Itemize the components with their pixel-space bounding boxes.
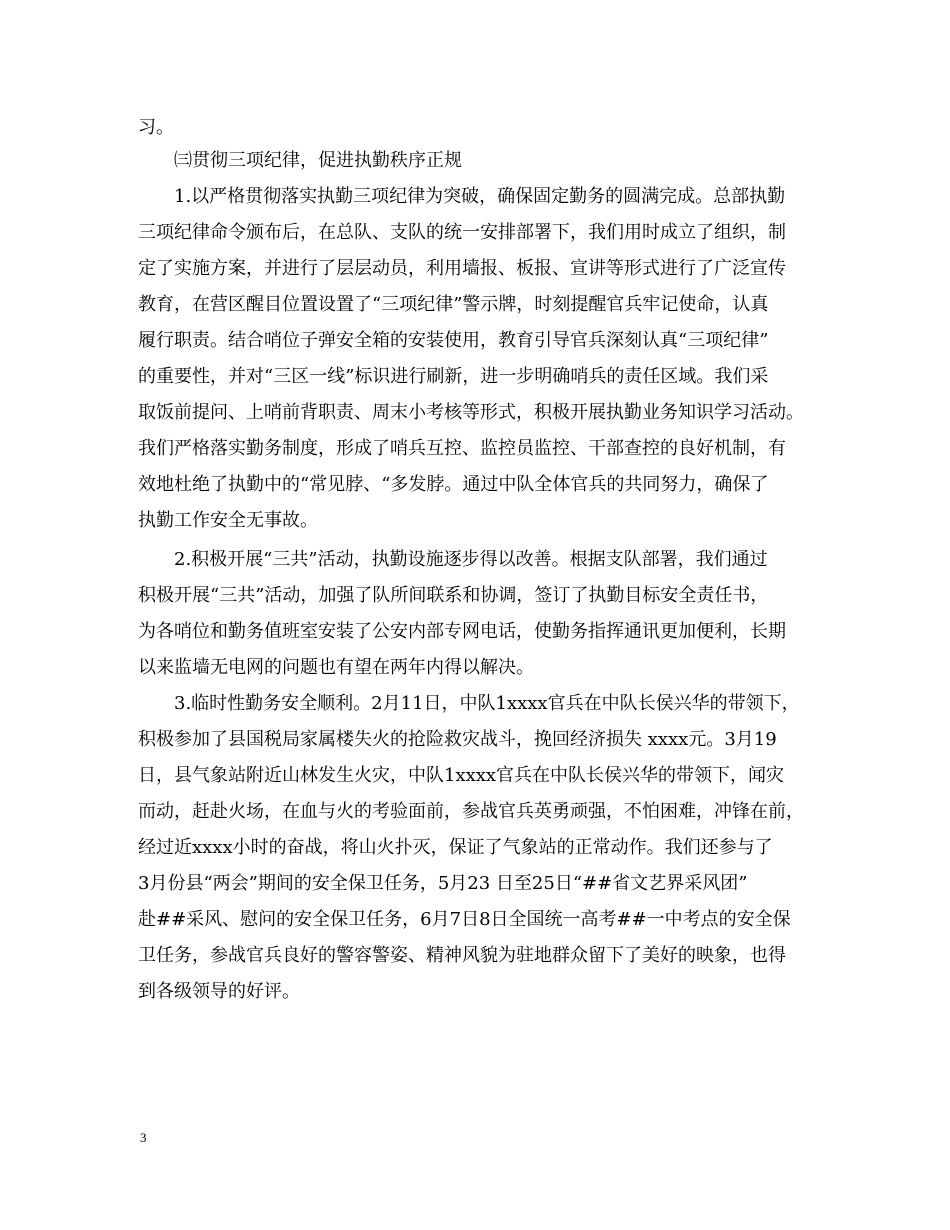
paragraph-1-line: 1.以严格贯彻落实执勤三项纪律为突破，确保固定勤务的圆满完成。总部执勤 bbox=[174, 186, 786, 207]
paragraph-1-line: 教育，在营区醒目位置设置了“三项纪律”警示牌，时刻提醒官兵牢记使命，认真 bbox=[138, 294, 769, 315]
text-line: 习。 bbox=[138, 117, 174, 138]
paragraph-1-line: 我们严格落实勤务制度，形成了哨兵互控、监控员监控、干部查控的良好机制，有 bbox=[138, 438, 786, 459]
paragraph-1-line: 三项纪律命令颁布后，在总队、支队的统一安排部署下，我们用时成立了组织，制 bbox=[138, 222, 786, 243]
paragraph-3-line: 到各级领导的好评。 bbox=[138, 981, 300, 1002]
paragraph-3-line: 积极参加了县国税局家属楼失火的抢险救灾战斗，挽回经济损失 xxxx元。3月19 bbox=[138, 729, 777, 750]
paragraph-3-line: 3月份县“两会”期间的安全保卫任务，5月23 日至25日“##省文艺界采风团” bbox=[138, 873, 748, 894]
paragraph-1-line: 履行职责。结合哨位子弹安全箱的安装使用，教育引导官兵深刻认真“三项纪律” bbox=[138, 330, 769, 351]
paragraph-3-line: 卫任务，参战官兵良好的警容警姿、精神风貌为驻地群众留下了美好的映象，也得 bbox=[138, 945, 786, 966]
paragraph-3-line: 经过近xxxx小时的奋战，将山火扑灭，保证了气象站的正常动作。我们还参与了 bbox=[138, 837, 773, 858]
paragraph-2-line: 积极开展“三共”活动，加强了队所间联系和协调，签订了执勤目标安全责任书， bbox=[138, 585, 769, 606]
paragraph-3-line: 3.临时性勤务安全顺利。2月11日，中队1xxxx官兵在中队长侯兴华的带领下， bbox=[174, 693, 800, 714]
page-number: 3 bbox=[140, 1130, 147, 1145]
paragraph-1-line: 效地杜绝了执勤中的“常见脖、“多发脖。通过中队全体官兵的共同努力，确保了 bbox=[138, 474, 769, 495]
paragraph-2-line: 2.积极开展“三共”活动，执勤设施逐步得以改善。根据支队部署，我们通过 bbox=[174, 549, 768, 570]
paragraph-1-line: 定了实施方案，并进行了层层动员，利用墙报、板报、宣讲等形式进行了广泛宣传 bbox=[138, 258, 786, 279]
paragraph-1-line: 的重要性，并对“三区一线”标识进行刷新，进一步明确哨兵的责任区域。我们采 bbox=[138, 366, 769, 387]
paragraph-2-line: 为各哨位和勤务值班室安装了公安内部专网电话，使勤务指挥通讯更加便利，长期 bbox=[138, 621, 786, 642]
paragraph-1-line: 执勤工作安全无事故。 bbox=[138, 510, 318, 531]
paragraph-3-line: 日，县气象站附近山林发生火灾，中队1xxxx官兵在中队长侯兴华的带领下，闻灾 bbox=[138, 765, 785, 786]
paragraph-1-line: 取饭前提问、上哨前背职责、周末小考核等形式，积极开展执勤业务知识学习活动。 bbox=[138, 402, 804, 423]
paragraph-3-line: 赴##采风、慰问的安全保卫任务，6月7日8日全国统一高考##一中考点的安全保 bbox=[138, 909, 791, 930]
paragraph-3-line: 而动，赶赴火场，在血与火的考验面前，参战官兵英勇顽强，不怕困难，冲锋在前， bbox=[138, 801, 804, 822]
paragraph-2-line: 以来监墙无电网的问题也有望在两年内得以解决。 bbox=[138, 657, 534, 678]
section-heading: ㈢贯彻三项纪律，促进执勤秩序正规 bbox=[174, 150, 462, 171]
